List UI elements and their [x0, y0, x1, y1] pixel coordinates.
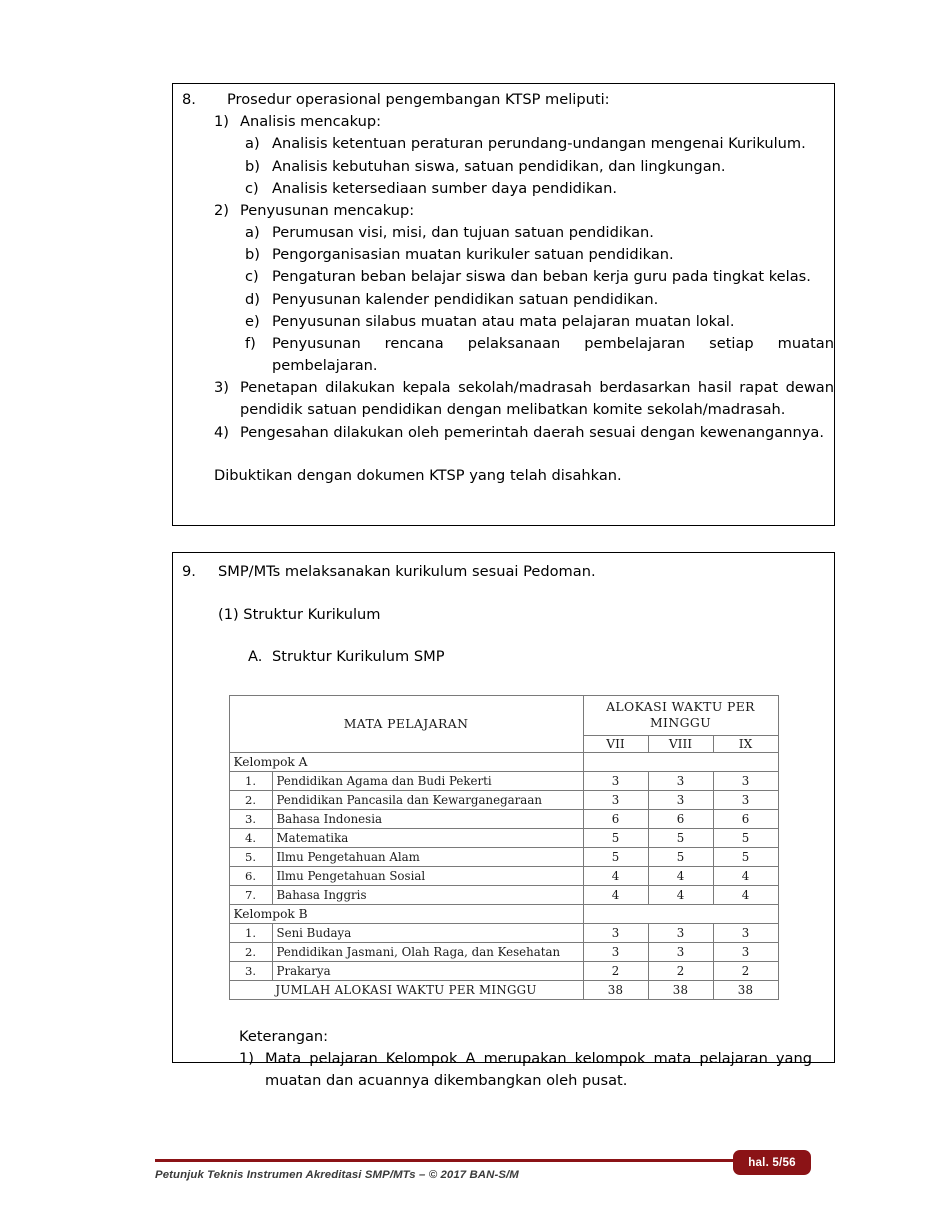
keterangan-block	[173, 1026, 834, 1093]
row-value-ix: 3	[713, 790, 778, 809]
header-grade-ix: IX	[713, 735, 778, 752]
row-value-viii: 5	[648, 828, 713, 847]
item8-sub-2-b-row	[173, 244, 834, 266]
row-value-vii: 4	[583, 885, 648, 904]
total-value-viii: 38	[648, 980, 713, 999]
item8-sub-4-row	[173, 422, 834, 444]
item8-sub-4-marker: 4)	[214, 423, 229, 441]
item8-sub-2-row	[173, 200, 834, 222]
footer-divider	[155, 1159, 795, 1162]
row-subject: Bahasa Inggris	[272, 885, 583, 904]
row-subject: Seni Budaya	[272, 923, 583, 942]
item8-sub-1-text: Analisis mencakup:	[240, 113, 382, 131]
total-value-ix: 38	[713, 980, 778, 999]
curriculum-table	[229, 695, 779, 1000]
row-no: 2.	[229, 790, 272, 809]
table-row	[229, 771, 778, 790]
curriculum-table-body	[229, 752, 778, 999]
row-value-viii: 3	[648, 771, 713, 790]
item8-sub-2-d-marker: d)	[245, 290, 260, 308]
row-no: 7.	[229, 885, 272, 904]
item8-sub-1-b-text: Analisis kebutuhan siswa, satuan pendidikan, dan lingkungan.	[272, 157, 726, 175]
item8-sub-1-a-row	[173, 133, 834, 155]
row-subject: Matematika	[272, 828, 583, 847]
row-value-vii: 3	[583, 923, 648, 942]
row-no: 2.	[229, 942, 272, 961]
group-a-blank	[583, 752, 778, 771]
item8-sub-2-e-marker: e)	[245, 312, 260, 330]
item8-sub-3-text: Penetapan dilakukan kepala sekolah/madrasah berdasarkan hasil rapat dewan pendidik satuan pendidikan dengan melibatkan komite sekolah/madrasah.	[240, 379, 834, 419]
row-no: 3.	[229, 809, 272, 828]
row-value-ix: 3	[713, 942, 778, 961]
header-grade-vii: VII	[583, 735, 648, 752]
header-subject: MATA PELAJARAN	[229, 695, 583, 752]
row-value-vii: 3	[583, 790, 648, 809]
row-value-viii: 2	[648, 961, 713, 980]
row-value-vii: 3	[583, 942, 648, 961]
row-value-ix: 4	[713, 866, 778, 885]
row-subject: Ilmu Pengetahuan Alam	[272, 847, 583, 866]
row-value-viii: 3	[648, 790, 713, 809]
item8-sub-1-row	[173, 111, 834, 133]
item8-number: 8.	[182, 91, 196, 108]
row-value-vii: 5	[583, 828, 648, 847]
page-number-badge: hal. 5/56	[733, 1150, 811, 1175]
row-subject: Prakarya	[272, 961, 583, 980]
item8-sub-1-a-text: Analisis ketentuan peraturan perundang-undangan mengenai Kurikulum.	[272, 135, 806, 153]
item8-sub-1-c-row	[173, 178, 834, 200]
table-row	[229, 847, 778, 866]
group-header-row	[229, 752, 778, 771]
question-box-8	[172, 83, 835, 526]
row-value-ix: 5	[713, 847, 778, 866]
item9-number: 9.	[182, 563, 196, 580]
total-value-vii: 38	[583, 980, 648, 999]
item8-sub-1-a-marker: a)	[245, 135, 260, 153]
table-row	[229, 942, 778, 961]
item8-sub-1-b-marker: b)	[245, 157, 260, 175]
row-value-ix: 6	[713, 809, 778, 828]
total-label: JUMLAH ALOKASI WAKTU PER MINGGU	[229, 980, 583, 999]
row-no: 1.	[229, 923, 272, 942]
item8-sub-2-c-text: Pengaturan beban belajar siswa dan beban kerja guru pada tingkat kelas.	[272, 268, 811, 286]
group-label-b: Kelompok B	[229, 904, 583, 923]
question-box-9	[172, 552, 835, 1090]
item8-sub-2-e-text: Penyusunan silabus muatan atau mata pelajaran muatan lokal.	[272, 312, 735, 330]
keterangan-item-row	[239, 1048, 834, 1092]
item8-sub-2-a-row	[173, 222, 834, 244]
item8-sub-2-text: Penyusunan mencakup:	[240, 201, 415, 219]
item9-subsection-title: Struktur Kurikulum SMP	[272, 648, 445, 666]
item8-sub-2-b-text: Pengorganisasian muatan kurikuler satuan pendidikan.	[272, 246, 674, 264]
row-value-vii: 2	[583, 961, 648, 980]
table-row	[229, 885, 778, 904]
item8-closing: Dibuktikan dengan dokumen KTSP yang telah disahkan.	[214, 466, 622, 484]
item8-sub-1-marker: 1)	[214, 113, 229, 131]
curriculum-table-wrapper	[173, 695, 834, 1000]
row-value-ix: 4	[713, 885, 778, 904]
row-value-vii: 4	[583, 866, 648, 885]
row-value-vii: 6	[583, 809, 648, 828]
item8-sub-2-a-text: Perumusan visi, misi, dan tujuan satuan pendidikan.	[272, 224, 654, 242]
row-value-vii: 5	[583, 847, 648, 866]
curriculum-table-head	[229, 695, 778, 752]
table-row	[229, 961, 778, 980]
row-value-vii: 3	[583, 771, 648, 790]
table-header-row-1	[229, 695, 778, 735]
item8-title-row	[173, 89, 834, 111]
item8-sub-1-b-row	[173, 156, 834, 178]
item8-sub-2-f-row	[173, 333, 834, 377]
row-value-viii: 4	[648, 885, 713, 904]
table-row	[229, 866, 778, 885]
item8-sub-3-marker: 3)	[214, 379, 229, 397]
table-total-row	[229, 980, 778, 999]
row-value-ix: 3	[713, 923, 778, 942]
item8-sub-4-text: Pengesahan dilakukan oleh pemerintah daerah sesuai dengan kewenangannya.	[240, 423, 824, 441]
row-subject: Ilmu Pengetahuan Sosial	[272, 866, 583, 885]
row-value-viii: 4	[648, 866, 713, 885]
item9-section: (1) Struktur Kurikulum	[218, 606, 381, 624]
item8-sub-2-b-marker: b)	[245, 246, 260, 264]
row-no: 3.	[229, 961, 272, 980]
spacer	[173, 444, 834, 465]
item8-sub-2-e-row	[173, 311, 834, 333]
group-header-row	[229, 904, 778, 923]
item8-sub-2-c-marker: c)	[245, 268, 259, 286]
row-subject: Pendidikan Pancasila dan Kewarganegaraan	[272, 790, 583, 809]
item9-subsection-marker: A.	[248, 648, 263, 666]
row-no: 5.	[229, 847, 272, 866]
item8-sub-2-c-row	[173, 266, 834, 288]
row-value-ix: 2	[713, 961, 778, 980]
item9-subsection-row	[173, 646, 834, 668]
item8-sub-1-c-marker: c)	[245, 179, 259, 197]
item8-title: Prosedur operasional pengembangan KTSP meliputi:	[227, 91, 610, 108]
item8-sub-3-row	[173, 377, 834, 421]
row-no: 6.	[229, 866, 272, 885]
table-row	[229, 809, 778, 828]
row-no: 4.	[229, 828, 272, 847]
table-row	[229, 790, 778, 809]
group-b-blank	[583, 904, 778, 923]
row-value-viii: 3	[648, 942, 713, 961]
row-value-viii: 3	[648, 923, 713, 942]
item8-sub-2-marker: 2)	[214, 201, 229, 219]
item8-sub-2-d-row	[173, 289, 834, 311]
row-value-viii: 6	[648, 809, 713, 828]
row-value-viii: 5	[648, 847, 713, 866]
item9-title-row	[173, 561, 834, 583]
item8-sub-1-c-text: Analisis ketersediaan sumber daya pendidikan.	[272, 179, 617, 197]
item8-sub-2-f-marker: f)	[245, 334, 256, 352]
keterangan-text: Mata pelajaran Kelompok A merupakan kelompok mata pelajaran yang muatan dan acuannya dikembangkan oleh pusat.	[265, 1050, 812, 1090]
row-subject: Pendidikan Jasmani, Olah Raga, dan Kesehatan	[272, 942, 583, 961]
item8-sub-2-f-text: Penyusunan rencana pelaksanaan pembelajaran setiap muatan pembelajaran.	[272, 334, 834, 375]
row-value-ix: 5	[713, 828, 778, 847]
row-value-ix: 3	[713, 771, 778, 790]
row-subject: Pendidikan Agama dan Budi Pekerti	[272, 771, 583, 790]
row-no: 1.	[229, 771, 272, 790]
group-label-a: Kelompok A	[229, 752, 583, 771]
keterangan-label: Keterangan:	[239, 1027, 329, 1045]
header-grade-viii: VIII	[648, 735, 713, 752]
table-row	[229, 828, 778, 847]
row-subject: Bahasa Indonesia	[272, 809, 583, 828]
item9-title: SMP/MTs melaksanakan kurikulum sesuai Pedoman.	[218, 563, 596, 580]
table-row	[229, 923, 778, 942]
footer-caption: Petunjuk Teknis Instrumen Akreditasi SMP/MTs – © 2017 BAN-S/M	[155, 1169, 519, 1181]
keterangan-marker: 1)	[239, 1050, 254, 1068]
item8-sub-2-a-marker: a)	[245, 224, 260, 242]
page-footer	[0, 1140, 935, 1210]
item8-sub-2-d-text: Penyusunan kalender pendidikan satuan pendidikan.	[272, 290, 659, 308]
header-allocation: ALOKASI WAKTU PER MINGGU	[583, 695, 778, 735]
